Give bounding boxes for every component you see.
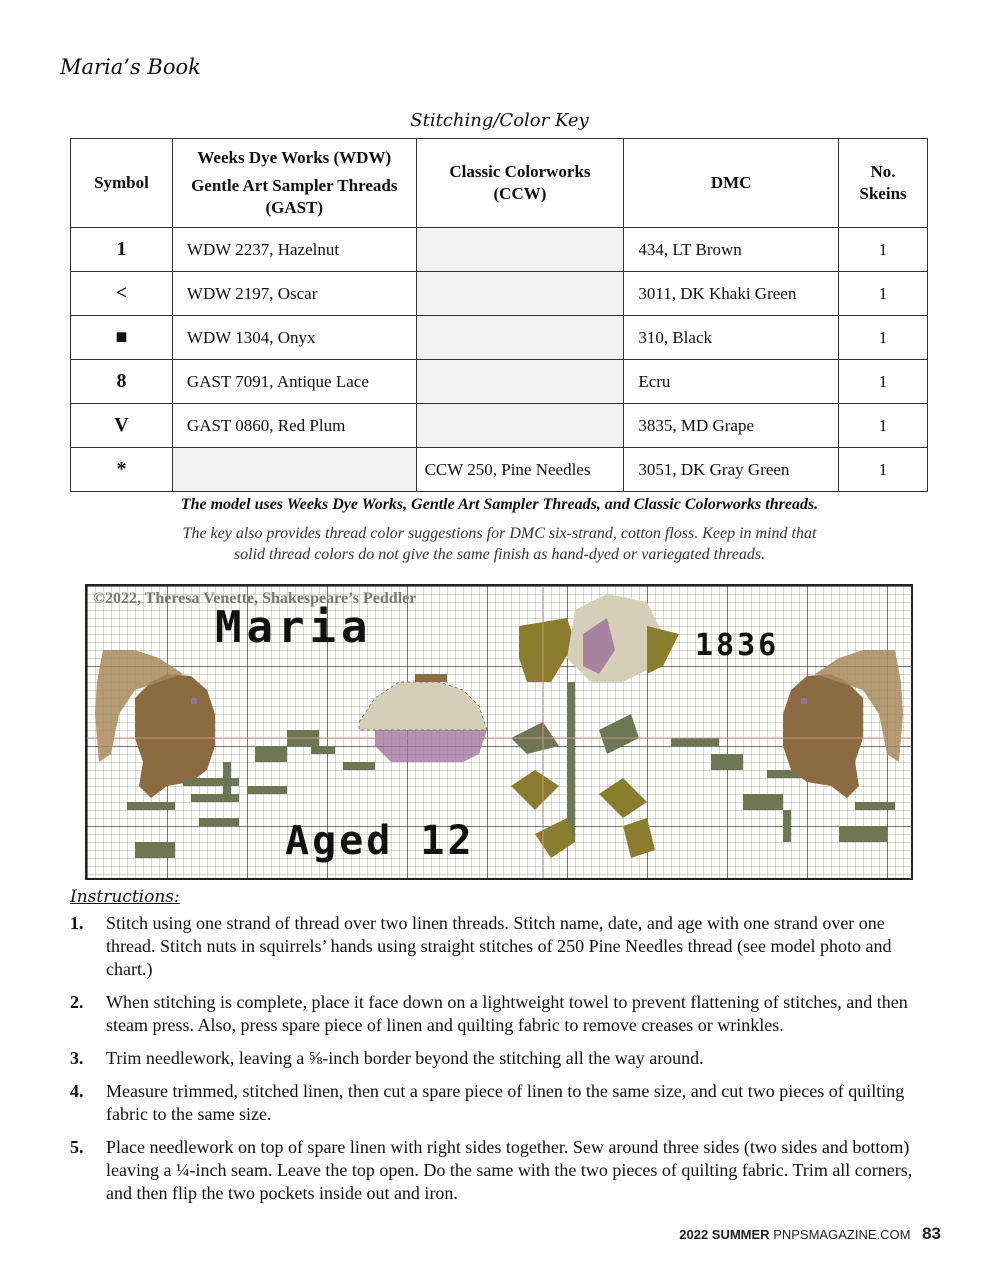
leaf-stitch <box>311 746 335 754</box>
key-symbol: 8 <box>71 360 173 404</box>
instruction-step <box>70 912 930 981</box>
key-skeins: 1 <box>839 404 928 448</box>
key-dmc: 3011, DK Khaki Green <box>624 272 839 316</box>
leaf-stitch <box>255 746 287 762</box>
leaf-stitch <box>743 794 783 810</box>
key-row <box>71 404 928 448</box>
key-row <box>71 448 928 492</box>
key-row <box>71 272 928 316</box>
leaf-stitch <box>839 826 887 842</box>
cross-stitch-chart <box>85 584 913 880</box>
leaf-stitch <box>247 786 287 794</box>
key-dmc: 310, Black <box>624 316 839 360</box>
key-skeins: 1 <box>839 448 928 492</box>
header-wdw: Weeks Dye Works (WDW) <box>197 148 392 167</box>
instruction-step <box>70 1047 930 1070</box>
key-ccw <box>416 360 624 404</box>
leaf-stitch <box>711 754 743 770</box>
step-number: 5. <box>70 1137 84 1157</box>
page-footer <box>679 1224 941 1244</box>
squirrel-body <box>783 674 863 798</box>
dmc-note <box>0 523 999 565</box>
leaf-stitch <box>855 802 895 810</box>
header-skeins: No. Skeins <box>839 139 928 228</box>
step-text: Trim needlework, leaving a ⅝-inch border beyond the stitching all the way around. <box>106 1048 704 1068</box>
key-symbol: * <box>71 448 173 492</box>
dmc-note-line: solid thread colors do not give the same finish as hand-dyed or variegated threads. <box>233 546 766 563</box>
left-acorn-motif <box>359 674 487 762</box>
key-dmc: 3051, DK Gray Green <box>624 448 839 492</box>
key-row <box>71 360 928 404</box>
chart-age-lettering: Aged 12 <box>285 818 475 864</box>
squirrel-eye <box>191 698 197 704</box>
instructions-heading: Instructions: <box>70 887 180 907</box>
stitching-color-key-table <box>70 138 928 492</box>
key-skeins: 1 <box>839 272 928 316</box>
key-ccw <box>416 316 624 360</box>
key-wdw-gast: WDW 1304, Onyx <box>172 316 416 360</box>
chart-motifs <box>87 586 911 878</box>
header-dmc: DMC <box>624 139 839 228</box>
leaf-stitch <box>127 802 175 810</box>
header-wdw-gast <box>172 139 416 228</box>
key-symbol: V <box>71 404 173 448</box>
step-number: 4. <box>70 1081 84 1101</box>
leaf-stitch <box>671 738 719 746</box>
squirrel-eye <box>801 698 807 704</box>
header-ccw: Classic Colorworks (CCW) <box>416 139 624 228</box>
leaf-stitch <box>191 794 239 802</box>
flower-stem <box>567 682 575 842</box>
key-wdw-gast: WDW 2237, Hazelnut <box>172 228 416 272</box>
leaf-stitch <box>343 762 375 770</box>
step-text: Place needlework on top of spare linen with right sides together. Sew around three sides (two sides and bottom) leaving a ¼-inch seam. Leave the top open. Do the same with the two pieces of quilting fabric. Trim all corners, and then flip the two pockets inside out and iron. <box>106 1137 913 1203</box>
key-ccw <box>416 404 624 448</box>
flower-lower-leaves <box>511 770 655 858</box>
key-ccw <box>416 272 624 316</box>
key-symbol: < <box>71 272 173 316</box>
key-title: Stitching/Color Key <box>410 110 589 131</box>
leaf-stitch <box>199 818 239 826</box>
chart-copyright: ©2022, Theresa Venette, Shakespeare’s Peddler <box>93 590 417 607</box>
instruction-step <box>70 991 930 1037</box>
acorn-cap <box>359 682 487 730</box>
page-title: Maria’s Book <box>60 55 201 79</box>
key-wdw-gast: GAST 7091, Antique Lace <box>172 360 416 404</box>
key-wdw-gast <box>172 448 416 492</box>
step-text: Stitch using one strand of thread over two linen threads. Stitch name, date, and age with one strand over one thread. Stitch nuts in squirrels’ hands using straight stitches of 250 Pine Needles thread (see model photo and chart.) <box>106 913 892 979</box>
key-skeins: 1 <box>839 228 928 272</box>
step-number: 3. <box>70 1048 84 1068</box>
page-number: 83 <box>922 1224 941 1243</box>
header-gast: Gentle Art Sampler Threads (GAST) <box>191 176 398 217</box>
key-symbol: 1 <box>71 228 173 272</box>
key-wdw-gast: GAST 0860, Red Plum <box>172 404 416 448</box>
step-number: 1. <box>70 913 84 933</box>
instruction-step <box>70 1080 930 1126</box>
key-skeins: 1 <box>839 360 928 404</box>
key-dmc: 3835, MD Grape <box>624 404 839 448</box>
key-row <box>71 228 928 272</box>
key-skeins: 1 <box>839 316 928 360</box>
step-text: Measure trimmed, stitched linen, then cut a spare piece of linen to the same size, and cut two pieces of quilting fabric to the same size. <box>106 1081 905 1124</box>
acorn-nut <box>375 730 487 762</box>
key-symbol: ■ <box>71 316 173 360</box>
left-squirrel-motif <box>95 650 215 798</box>
footer-issue: 2022 SUMMER <box>679 1227 770 1242</box>
chart-name-lettering: Maria <box>215 602 373 653</box>
dmc-note-line: The key also provides thread color suggestions for DMC six-strand, cotton floss. Keep in mind that <box>182 525 817 542</box>
footer-site: PNPSMAGAZINE.COM <box>773 1227 911 1242</box>
chart-year-lettering: 1836 <box>695 628 780 663</box>
key-dmc: Ecru <box>624 360 839 404</box>
acorn-stem-stitch <box>415 674 447 682</box>
leaf-stitch <box>135 842 175 858</box>
header-symbol: Symbol <box>71 139 173 228</box>
key-row <box>71 316 928 360</box>
center-flower-motif <box>511 594 679 858</box>
step-number: 2. <box>70 992 84 1012</box>
stem-stitch <box>783 810 791 842</box>
key-dmc: 434, LT Brown <box>624 228 839 272</box>
model-note: The model uses Weeks Dye Works, Gentle Art Sampler Threads, and Classic Colorworks threads. <box>180 496 819 513</box>
key-ccw <box>416 228 624 272</box>
key-ccw: CCW 250, Pine Needles <box>416 448 624 492</box>
stem-stitch <box>223 762 231 802</box>
instructions-list <box>70 912 930 1215</box>
right-leaves-motif <box>671 738 895 842</box>
flower-side-leaves <box>647 626 679 674</box>
key-wdw-gast: WDW 2197, Oscar <box>172 272 416 316</box>
step-text: When stitching is complete, place it face down on a lightweight towel to prevent flattening of stitches, and then steam press. Also, press spare piece of linen and quilting fabric to remove creases or wrinkles. <box>106 992 908 1035</box>
right-squirrel-motif <box>783 650 903 798</box>
instruction-step <box>70 1136 930 1205</box>
flower-leaves <box>519 618 575 682</box>
key-header-row <box>71 139 928 228</box>
